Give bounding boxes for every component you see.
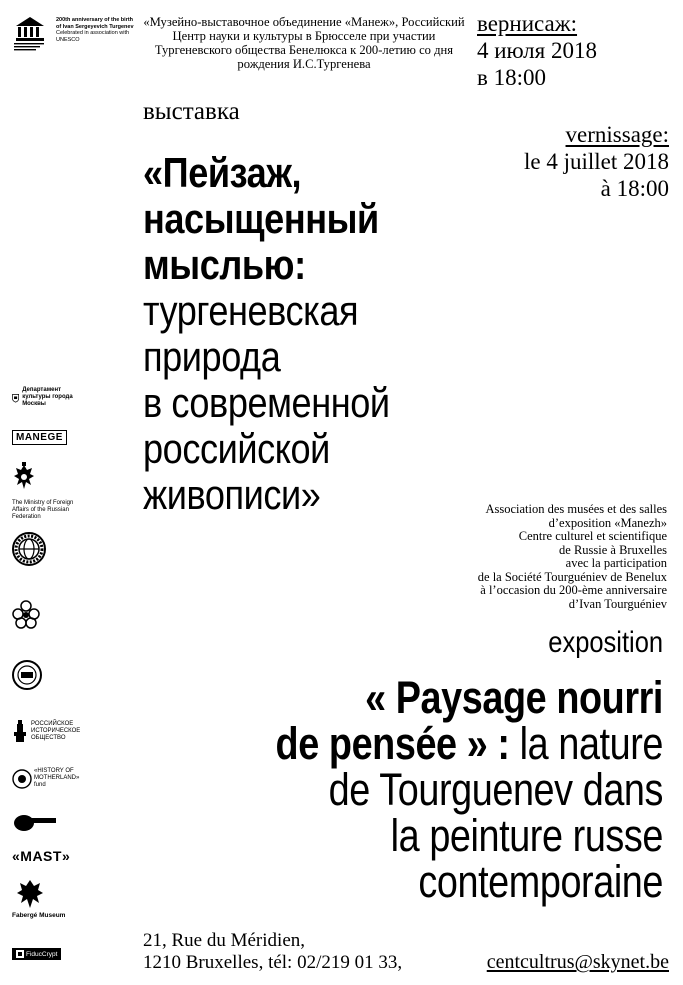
title-fr-line: contemporaine bbox=[418, 856, 663, 907]
email-link[interactable]: centcultrus@skynet.be bbox=[486, 951, 669, 973]
interrussia-logo bbox=[12, 812, 58, 832]
address: 21, Rue du Méridien, 1210 Bruxelles, tél: 02/219 01 33, bbox=[143, 930, 403, 973]
history-of-motherland-logo: «HISTORY OF MOTHERLAND» fund bbox=[12, 768, 92, 789]
title-ru-bold-line: мыслью: bbox=[143, 241, 306, 288]
vernissage-fr-date: le 4 juillet 2018 bbox=[523, 149, 669, 174]
vernissage-ru-date: 4 июля 2018 bbox=[477, 38, 597, 63]
rossotrudnichestvo-logo bbox=[12, 532, 46, 566]
title-ru-line: живописи» bbox=[143, 471, 321, 518]
organizer-fr: Association des musées et des salles d’exposition «Manezh» Centre culturel et scientifique de Russie à Bruxelles avec la participation de la Société Tourguéniev de Benelux à l’occasion du 200-ème anniversaire d’Ivan Tourguéniev bbox=[477, 502, 667, 611]
vernissage-fr-time: à 18:00 bbox=[600, 176, 669, 201]
peace-seal-icon bbox=[12, 660, 42, 690]
organizer-ru: «Музейно-выставочное объединение «Манеж», Российский Центр науки и культуры в Брюсселе при участии Тургеневского общества Бенелюкса к 200-летию со дня рождения И.С.Тургенева bbox=[143, 15, 465, 71]
title-ru-bold-line: насыщенный bbox=[143, 195, 379, 242]
title-fr-regular: la nature bbox=[509, 718, 663, 769]
title-ru-bold-line: «Пейзаж, bbox=[143, 149, 302, 196]
flower-emblem-icon bbox=[12, 600, 40, 630]
title-ru-line: природа bbox=[143, 333, 281, 380]
globe-seal-icon bbox=[12, 532, 46, 566]
exhibition-title-ru bbox=[143, 150, 453, 518]
vernissage-fr-label: vernissage: bbox=[565, 122, 669, 147]
mast-logo: «MASТ» bbox=[12, 848, 71, 864]
unesco-logo bbox=[10, 12, 50, 52]
vernissage-ru-time: в 18:00 bbox=[477, 65, 546, 90]
exhibition-title-fr bbox=[193, 672, 663, 907]
vernissage-ru-label: вернисаж: bbox=[477, 11, 578, 36]
exhibition-label-fr: exposition bbox=[548, 626, 663, 659]
history-seal-icon bbox=[12, 769, 32, 789]
russian-peace-foundation-logo bbox=[12, 660, 42, 690]
fiducrypt-mark-icon bbox=[16, 950, 24, 958]
title-fr-bold: « Paysage nourri bbox=[365, 672, 663, 723]
vernissage-fr bbox=[524, 121, 669, 202]
manege-logo: MANEGE bbox=[12, 430, 67, 445]
rvio-logo: РОССИЙСКОЕ ИСТОРИЧЕСКОЕ ОБЩЕСТВО bbox=[12, 718, 92, 744]
title-ru-line: тургеневская bbox=[143, 287, 359, 334]
turgenev-society-logo bbox=[12, 600, 40, 630]
fiducrypt-logo: FiducCrypt bbox=[12, 948, 61, 960]
double-eagle-icon bbox=[12, 462, 36, 496]
title-ru-line: в современной bbox=[143, 379, 390, 426]
exhibition-label-ru: выставка bbox=[143, 98, 240, 125]
title-ru-line: российской bbox=[143, 425, 330, 472]
faberge-eagle-icon bbox=[16, 878, 44, 912]
title-fr-bold: de pensée » : bbox=[275, 718, 510, 769]
swoosh-icon bbox=[12, 812, 58, 832]
title-fr-line: de Tourguenev dans bbox=[328, 764, 663, 815]
moscow-crest-icon bbox=[12, 390, 19, 406]
ministry-logo: The Ministry of Foreign Affairs of the Russian Federation bbox=[12, 462, 82, 521]
unesco-anniversary-text: 200th anniversary of the birth of Ivan Sergeyevich Turgenev Celebrated in association with UNESCO bbox=[56, 17, 134, 43]
monument-icon bbox=[12, 718, 28, 744]
title-fr-line: la peinture russe bbox=[390, 810, 663, 861]
vernissage-ru bbox=[477, 10, 677, 91]
moscow-culture-logo: Департамент культуры города Москвы bbox=[12, 387, 82, 408]
faberge-museum-logo: Fabergé Museum bbox=[12, 878, 72, 919]
